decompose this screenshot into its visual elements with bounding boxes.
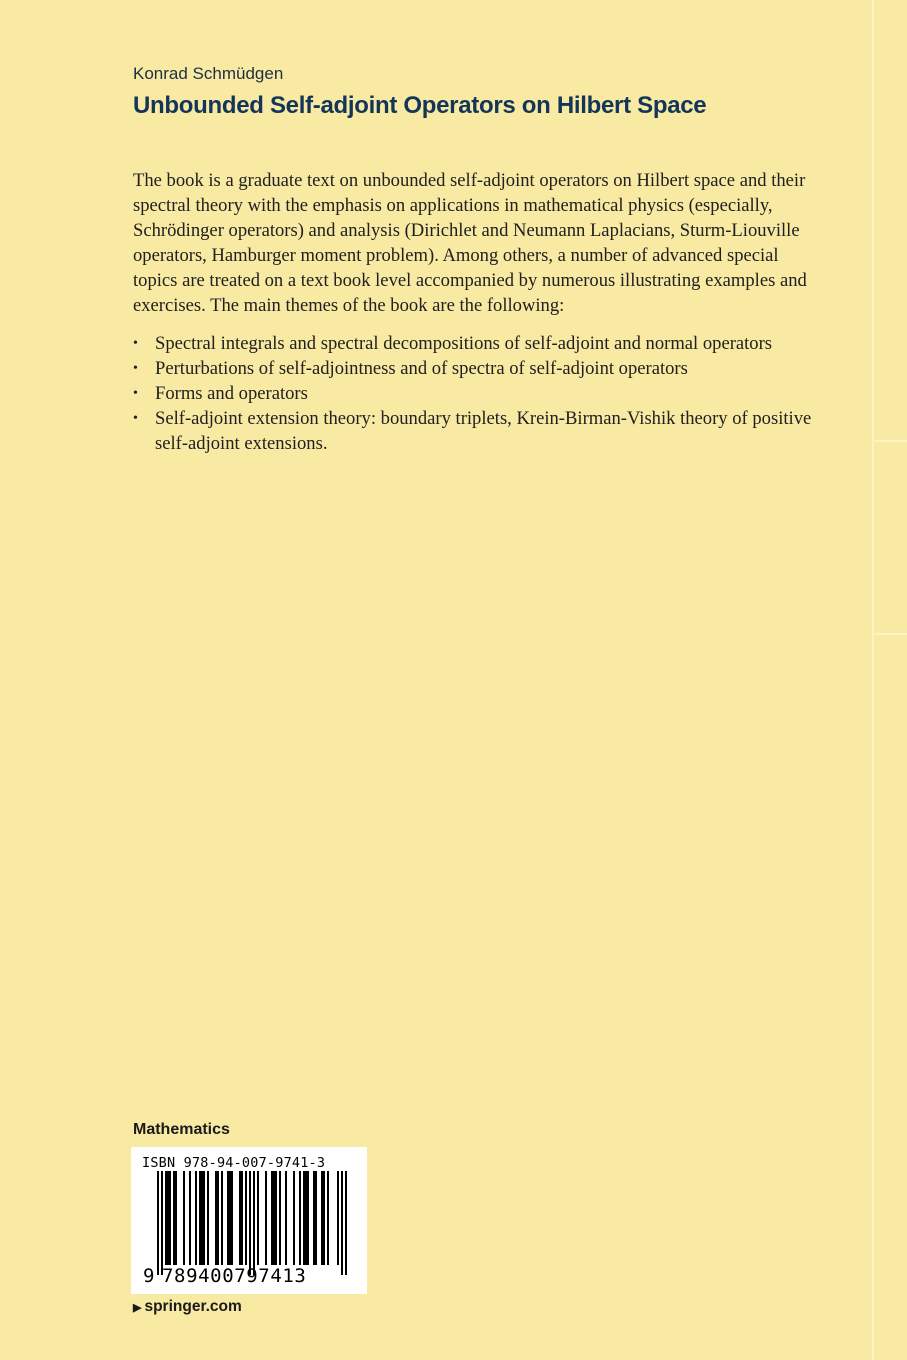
barcode-bar xyxy=(201,1171,203,1265)
barcode-bar xyxy=(239,1171,241,1265)
barcode-bar xyxy=(307,1171,309,1265)
barcode-bar xyxy=(241,1171,243,1265)
barcode-bar xyxy=(315,1171,317,1265)
barcode-bar xyxy=(231,1171,233,1265)
barcode-bar xyxy=(165,1171,167,1265)
spine-fold-line xyxy=(872,0,874,1360)
barcode-bar xyxy=(173,1171,175,1265)
themes-list xyxy=(133,331,813,456)
ean-first-digit: 9 xyxy=(143,1265,155,1287)
barcode-bar xyxy=(199,1171,201,1265)
barcode-bar xyxy=(249,1171,251,1275)
barcode-bar xyxy=(299,1171,301,1265)
barcode-bar xyxy=(215,1171,217,1265)
barcode-bar xyxy=(175,1171,177,1265)
barcode-bar xyxy=(273,1171,275,1265)
barcode-bar xyxy=(183,1171,185,1265)
barcode-bar xyxy=(285,1171,287,1265)
barcode-bar xyxy=(167,1171,169,1265)
isbn-barcode xyxy=(131,1147,367,1294)
author-name: Konrad Schmüdgen xyxy=(133,64,284,83)
barcode-bar xyxy=(275,1171,277,1265)
barcode-bar xyxy=(253,1171,255,1275)
barcode-bar xyxy=(195,1171,197,1265)
barcode-bar xyxy=(321,1171,323,1265)
barcode-bar xyxy=(341,1171,343,1275)
barcode-bar xyxy=(271,1171,273,1265)
barcode-bar xyxy=(303,1171,305,1265)
theme-item: • Self-adjoint extension theory: boundary triplets, Krein-Birman-Vishik theory of positive self-adjoint extensions. xyxy=(133,406,813,456)
barcode-bar xyxy=(305,1171,307,1265)
subject-category: Mathematics xyxy=(133,1121,230,1138)
barcode-bar xyxy=(221,1171,223,1265)
theme-item: • Perturbations of self-adjointness and of spectra of self-adjoint operators xyxy=(133,356,813,381)
barcode-bar xyxy=(203,1171,205,1265)
ean-digits: 789400797413 xyxy=(162,1265,307,1287)
barcode-bar xyxy=(157,1171,159,1275)
barcode-bar xyxy=(279,1171,281,1265)
barcode-bar xyxy=(169,1171,171,1265)
barcode-bar xyxy=(229,1171,231,1265)
barcode-bar xyxy=(345,1171,347,1275)
theme-item: • Spectral integrals and spectral decompositions of self-adjoint and normal operators xyxy=(133,331,813,356)
barcode-bar xyxy=(189,1171,191,1265)
spine-mark xyxy=(874,633,907,635)
barcode-bar xyxy=(323,1171,325,1265)
book-description: The book is a graduate text on unbounded self-adjoint operators on Hilbert space and their spectral theory with the emphasis on applications in mathematical physics (especially, Schrödinger operators) and analysis (Dirichlet and Neumann Laplacians, Sturm-Liouville operators, Hamburger moment problem). Among others, a number of advanced special topics are treated on a text book level accompanied by numerous illustrating examples and exercises. The main themes of the book are the following: xyxy=(133,170,807,316)
book-title: Unbounded Self-adjoint Operators on Hilbert Space xyxy=(133,92,707,119)
publisher-url xyxy=(133,1298,242,1316)
barcode-bar xyxy=(313,1171,315,1265)
barcode-bar xyxy=(161,1171,163,1275)
barcode-bar xyxy=(337,1171,339,1265)
barcode-bar xyxy=(245,1171,247,1265)
barcode-bar xyxy=(257,1171,259,1265)
barcode-bar xyxy=(327,1171,329,1265)
barcode-bar xyxy=(227,1171,229,1265)
spine-mark xyxy=(874,440,907,442)
theme-item: • Forms and operators xyxy=(133,381,813,406)
barcode-bar xyxy=(207,1171,209,1265)
barcode-bar xyxy=(265,1171,267,1265)
isbn-number: ISBN 978-94-007-9741-3 xyxy=(142,1155,326,1171)
barcode-bar xyxy=(293,1171,295,1265)
barcode-bar xyxy=(217,1171,219,1265)
arrow-right-icon: ▶ xyxy=(133,1302,142,1314)
publisher-text: springer.com xyxy=(144,1298,242,1315)
